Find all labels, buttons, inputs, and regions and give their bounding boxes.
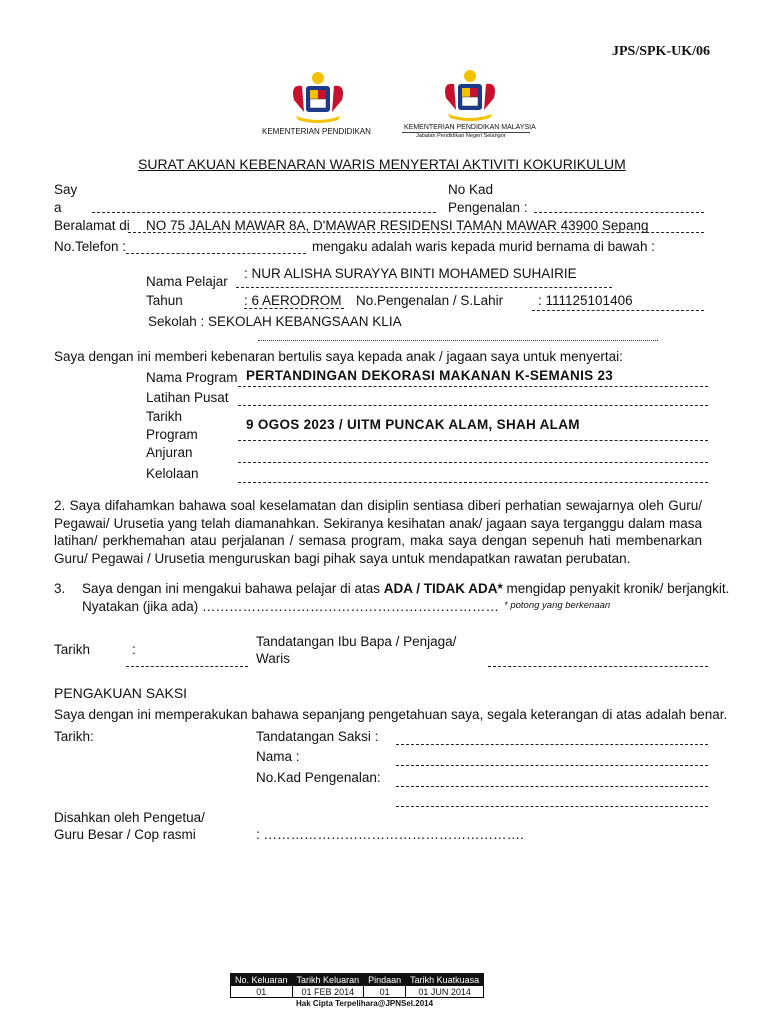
logo-right-subcaption: Jabatan Pendidikan Negeri Selangor: [416, 133, 506, 139]
nama-pelajar-value[interactable]: : NUR ALISHA SURAYYA BINTI MOHAMED SUHAIRIE: [244, 266, 577, 281]
potong-note: * potong yang berkenaan: [504, 600, 611, 611]
latihan-pusat-field[interactable]: [238, 405, 708, 406]
revision-value: 01 FEB 2014: [292, 986, 364, 998]
nama-pelajar-field[interactable]: [236, 287, 612, 288]
witness-extra-field[interactable]: [396, 806, 708, 807]
paragraph-safety: 2. Saya difahamkan bahawa soal keselamatan dan disiplin sentiasa diberi perhatian sewajarnya oleh Guru/ Pegawai/ Urusetia yang telah diamanahkan. Sekiranya kesihatan anak/ jagaan saya terganggu dalam masa latihan/ perkhemahan atau perjalanan / semasa program, maka saya dengan sepenuh hati membenarkan Guru/ Pegawai / Urusetia menguruskan bagi pihak saya untuk mendapatkan rawatan perubatan.: [54, 498, 702, 566]
nama-program-label: Nama Program: [146, 370, 238, 385]
address-value[interactable]: NO 75 JALAN MAWAR 8A, D'MAWAR RESIDENSI TAMAN MAWAR 43900 Sepang: [146, 218, 649, 233]
revision-header: Tarikh Keluaran: [292, 974, 364, 986]
logo-left-caption: KEMENTERIAN PENDIDIKAN: [262, 127, 371, 136]
parent-sign-label: Tandatangan Ibu Bapa / Penjaga/: [256, 634, 457, 649]
waris-text: mengaku adalah waris kepada murid bernama di bawah :: [312, 239, 655, 254]
tahun-label: Tahun: [146, 293, 183, 308]
anjuran-field[interactable]: [238, 462, 708, 463]
logo-right-caption: KEMENTERIAN PENDIDIKAN MALAYSIA: [404, 124, 536, 131]
beralamat-label: Beralamat di: [54, 218, 130, 233]
para3-line: [82, 581, 729, 596]
para3-number: 3.: [54, 581, 66, 596]
tarikh-program-label-cont: Program: [146, 427, 198, 442]
tahun-value[interactable]: : 6 AERODROM: [244, 293, 342, 308]
witness-sign-label: Tandatangan Saksi :: [256, 729, 379, 744]
witness-heading: PENGAKUAN SAKSI: [54, 685, 188, 701]
ic-label: No.Pengenalan / S.Lahir: [356, 293, 504, 308]
disahkan-label: Disahkan oleh Pengetua/: [54, 810, 205, 825]
crest-icon: [280, 70, 356, 126]
phone-field[interactable]: [126, 253, 306, 254]
witness-name-label: Nama :: [256, 749, 300, 764]
witness-statement: Saya dengan ini memperakukan bahawa sepanjang pengetahuan saya, segala keterangan di atas adalah benar.: [54, 707, 728, 722]
crest-icon: [432, 68, 508, 124]
revision-value: 01: [364, 986, 406, 998]
ada-tidak-ada-option[interactable]: ADA / TIDAK ADA*: [383, 581, 503, 596]
nokad-label: No Kad: [448, 182, 494, 197]
witness-signature-field[interactable]: [396, 744, 708, 745]
saya-label: Say: [54, 182, 78, 197]
witness-name-field[interactable]: [396, 765, 708, 766]
tarikh-program-field[interactable]: [238, 440, 708, 441]
nama-pelajar-label: Nama Pelajar: [146, 274, 228, 289]
tarikh-program-value[interactable]: 9 OGOS 2023 / UITM PUNCAK ALAM, SHAH ALAM: [246, 417, 580, 432]
tarikh-label: Tarikh: [54, 642, 91, 657]
revision-table: [230, 973, 484, 998]
witness-ic-label: No.Kad Pengenalan:: [256, 770, 381, 785]
phone-label: No.Telefon :: [54, 239, 127, 254]
tarikh-colon: :: [132, 642, 136, 657]
nyatakan-field[interactable]: Nyatakan (jika ada) …………………………………………………………: [82, 599, 500, 614]
saya-field[interactable]: [92, 212, 436, 213]
kelolaan-label: Kelolaan: [146, 466, 199, 481]
para3-text-a: Saya dengan ini mengakui bahawa pelajar di atas: [82, 581, 380, 596]
witness-ic-field[interactable]: [396, 786, 708, 787]
cop-rasmi-field[interactable]: : ………………………………………………….: [256, 827, 524, 842]
revision-value: 01: [231, 986, 293, 998]
anjuran-label: Anjuran: [146, 445, 193, 460]
ic-field[interactable]: [532, 310, 704, 311]
revision-header: No. Keluaran: [231, 974, 293, 986]
crest-logo-right: [432, 68, 508, 124]
revision-header: Pindaan: [364, 974, 406, 986]
para3-text-b: mengidap penyakit kronik/ berjangkit.: [506, 581, 730, 596]
disahkan-label-cont: Guru Besar / Cop rasmi: [54, 827, 196, 842]
revision-header: Tarikh Kuatkuasa: [406, 974, 484, 986]
nama-program-value[interactable]: PERTANDINGAN DEKORASI MAKANAN K-SEMANIS 23: [246, 368, 614, 383]
parent-signature-field[interactable]: [488, 666, 708, 667]
permission-intro: Saya dengan ini memberi kebenaran bertulis saya kepada anak / jagaan saya untuk menyertai:: [54, 349, 623, 364]
nokad-label-cont: Pengenalan :: [448, 200, 528, 215]
ic-value[interactable]: : 111125101406: [538, 293, 633, 308]
form-title: SURAT AKUAN KEBENARAN WARIS MENYERTAI AKTIVITI KOKURIKULUM: [138, 156, 626, 172]
document-code: JPS/SPK-UK/06: [611, 44, 710, 59]
tarikh-program-label: Tarikh: [146, 409, 183, 424]
sekolah-value[interactable]: SEKOLAH KEBANGSAAN KLIA: [208, 314, 402, 329]
crest-logo-left: [280, 70, 356, 126]
address-field[interactable]: [128, 232, 704, 233]
tarikh-field[interactable]: [126, 666, 248, 667]
latihan-pusat-label: Latihan Pusat: [146, 390, 229, 405]
revision-table-grid: [230, 973, 484, 998]
sekolah-label: Sekolah :: [148, 314, 205, 329]
saya-label-cont: a: [54, 200, 62, 215]
nokad-field[interactable]: [534, 212, 704, 213]
sekolah-field[interactable]: [258, 340, 658, 341]
nama-program-field[interactable]: [238, 386, 708, 387]
kelolaan-field[interactable]: [238, 482, 708, 483]
witness-tarikh-label: Tarikh:: [54, 729, 94, 744]
copyright: Hak Cipta Terpelihara@JPNSel.2014: [296, 999, 434, 1008]
parent-sign-label-cont: Waris: [256, 651, 290, 666]
revision-value: 01 JUN 2014: [406, 986, 484, 998]
tahun-field[interactable]: [244, 308, 344, 309]
